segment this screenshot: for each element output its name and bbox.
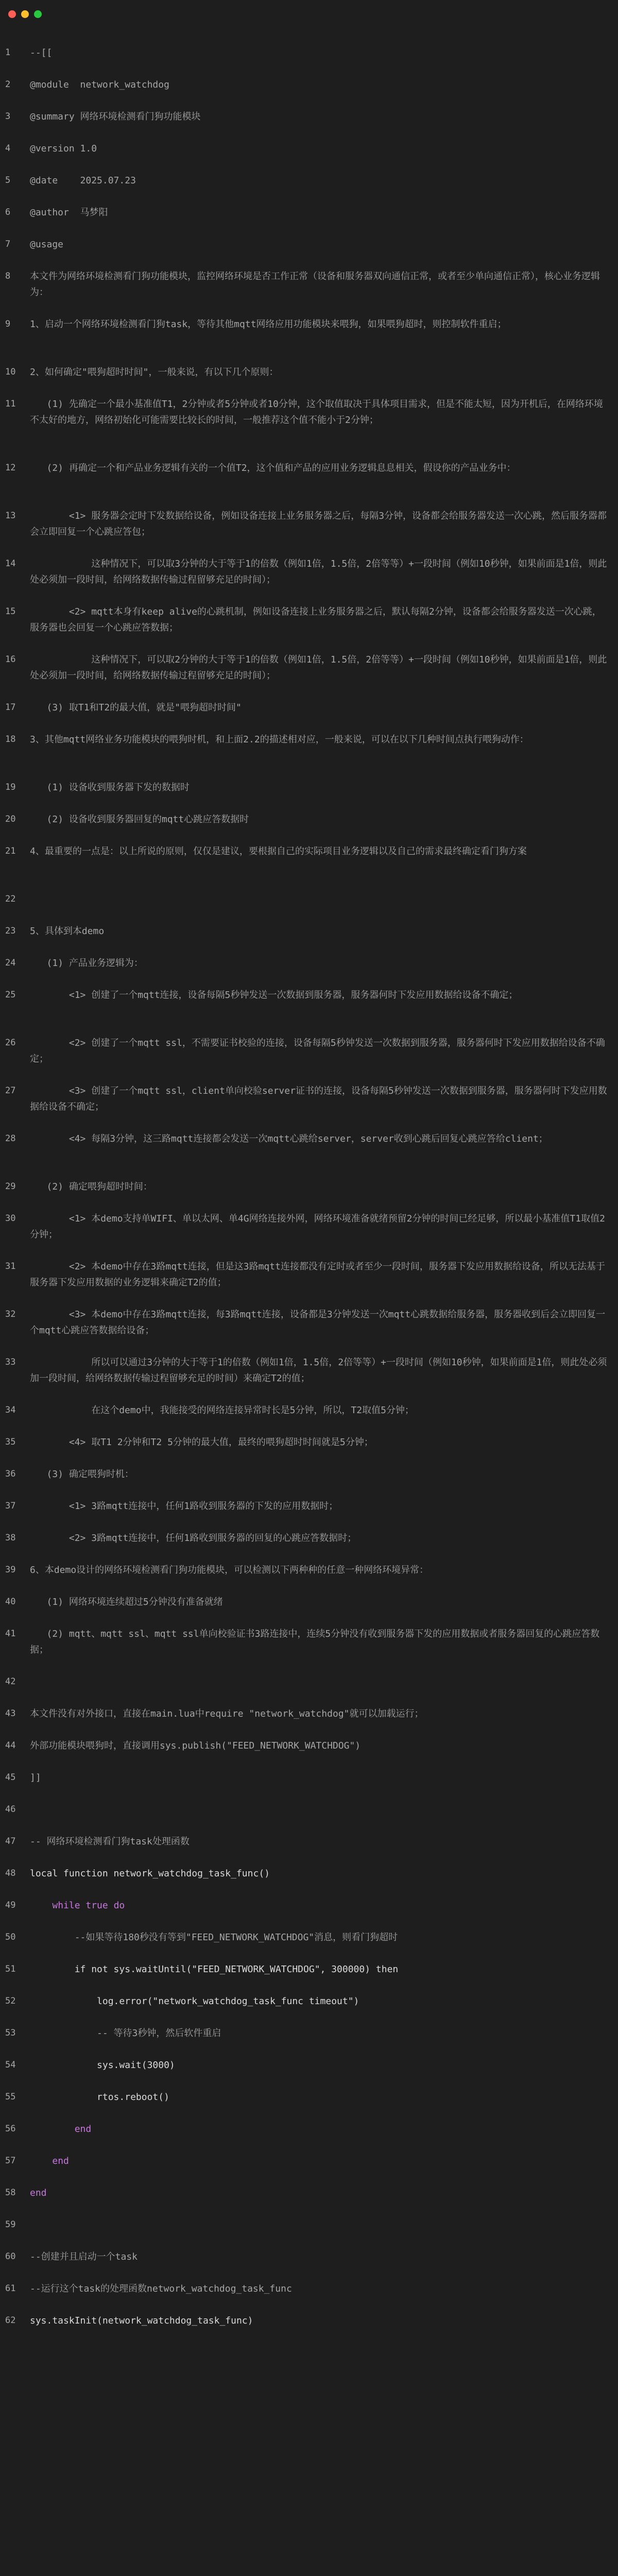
line-number: 43 [5,1708,16,1719]
code-line [0,1736,618,1768]
code-text: sys.wait(3000) [30,2060,175,2071]
line-number: 41 [5,1629,16,1639]
code-line [0,235,618,267]
code-text: -- 网络环境检测看门狗task处理函数 [30,1836,190,1847]
code-text: --[[ [30,47,53,58]
line-number: 49 [5,1900,16,1910]
code-text: 3、其他mqtt网络业务功能模块的喂狗时机，和上面2.2的描述相对应，一般来说，可以在以下几种时间点执行喂狗动作： [30,734,529,745]
code-line [0,75,618,107]
line-number: 48 [5,1868,16,1878]
line-number: 16 [5,654,16,665]
code-text: 4、最重要的一点是：以上所说的原则，仅仅是建议，要根据自己的实际项目业务逻辑以及自己的需求最终确定看门狗方案 [30,846,527,857]
code-line [0,1529,618,1561]
line-number: 15 [5,606,16,617]
code-line [0,395,618,459]
code-line [0,203,618,235]
line-number: 14 [5,558,16,569]
line-number: 60 [5,2251,16,2262]
code-line [0,778,618,810]
code-text: <2> 创建了一个mqtt ssl，不需要证书校验的连接，设备每隔5秒钟发送一次数据到服务器，服务器何时下发应用数据给设备不确定； [30,1038,605,1064]
code-text: --创建并且启动一个task [30,2251,138,2262]
code-text: 5、具体到本demo [30,926,105,937]
line-number: 9 [5,319,11,329]
code-line [0,267,618,315]
code-text: 本文件没有对外接口，直接在main.lua中require "network_watchdog"就可以加载运行； [30,1708,424,1719]
code-text: (3) 确定喂狗时机： [30,1469,134,1480]
code-text: 在这个demo中，我能接受的网络连接异常时长是5分钟，所以，T2取值5分钟； [30,1405,414,1416]
code-line [0,2151,618,2183]
code-line [0,698,618,730]
line-number: 21 [5,846,16,856]
line-number: 20 [5,814,16,824]
code-line [0,506,618,554]
code-text: log.error("network_watchdog_task_func timeout") [30,1996,359,2007]
code-line [0,107,618,139]
line-number: 57 [5,2156,16,2166]
code-text: <3> 本demo中存在3路mqtt连接，每3路mqtt连接，设备都是3分钟发送一次mqtt心跳数据给服务器，服务器收到后会立即回复一个mqtt心跳应答数据给设备； [30,1309,606,1336]
line-number: 23 [5,926,16,936]
code-line [0,922,618,954]
line-number: 11 [5,399,16,409]
line-number: 17 [5,702,16,713]
code-line [0,1305,618,1353]
code-line [0,1209,618,1257]
line-number: 25 [5,990,16,1000]
line-number: 10 [5,367,16,377]
code-line [0,1592,618,1624]
line-number: 55 [5,2092,16,2102]
code-text: <2> 3路mqtt连接中，任何1路收到服务器的回复的心跳应答数据时； [30,1533,357,1544]
code-text: 这种情况下，可以取3分钟的大于等于1的倍数（例如1倍，1.5倍，2倍等等）+一段时间（例如10秒钟，如果前面是1倍，则此处必须加一段时间，给网络数据传输过程留够充足的时间）； [30,558,607,585]
code-line [0,890,618,922]
line-number: 53 [5,2028,16,2038]
code-line [0,2311,618,2343]
code-text: (1) 设备收到服务器下发的数据时 [30,782,190,793]
code-line [0,363,618,395]
line-number: 18 [5,734,16,744]
code-text: (2) 设备收到服务器回复的mqtt心跳应答数据时 [30,814,249,825]
line-number: 26 [5,1038,16,1048]
line-number: 3 [5,111,11,122]
code-text: -- 等待3秒钟，然后软件重启 [30,2028,221,2039]
code-text: 6、本demo设计的网络环境检测看门狗功能模块，可以检测以下两种种的任意一种网络环境异常： [30,1565,429,1575]
code-line [0,43,618,75]
line-number: 40 [5,1597,16,1607]
line-number: 8 [5,271,11,281]
window-titlebar [0,0,618,36]
code-text: end [30,2156,69,2166]
code-text: 本文件为网络环境检测看门狗功能模块，监控网络环境是否工作正常（设备和服务器双向通信正常，或者至少单向通信正常），核心业务逻辑为： [30,271,600,298]
code-text: <1> 服务器会定时下发数据给设备，例如设备连接上业务服务器之后，每隔3分钟，设备都会给服务器发送一次心跳，然后服务器都会立即回复一个心跳应答包； [30,511,607,537]
code-line [0,1768,618,1800]
code-line [0,2279,618,2311]
line-number: 13 [5,511,16,521]
code-text: (2) mqtt、mqtt ssl、mqtt ssl单向校验证书3路连接中，连续5分钟没有收到服务器下发的应用数据或者服务器回复的心跳应答数据； [30,1629,600,1655]
code-text: <2> mqtt本身有keep alive的心跳机制，例如设备连接上业务服务器之后，默认每隔2分钟，设备都会给服务器发送一次心跳，服务器也会回复一个心跳应答数据； [30,606,602,633]
code-line [0,459,618,506]
line-number: 33 [5,1357,16,1367]
code-line [0,1992,618,2024]
line-number: 12 [5,463,16,473]
code-line [0,1704,618,1736]
line-number: 1 [5,47,11,58]
code-text: <4> 每隔3分钟，这三路mqtt连接都会发送一次mqtt心跳给server，server收到心跳后回复心跳应答给client； [30,1133,548,1144]
code-text: <2> 本demo中存在3路mqtt连接，但是这3路mqtt连接都没有定时或者至少一段时间，服务器下发应用数据给设备，所以无法基于服务器下发应用数据的业务逻辑来确定T2的值； [30,1261,605,1288]
code-text: while true do [30,1900,125,1911]
code-line [0,2183,618,2215]
code-text: <1> 本demo支持单WIFI、单以太网、单4G网络连接外网，网络环境准备就绪预留2分钟的时间已经足够，所以最小基准值T1取值2分钟； [30,1213,605,1240]
code-line [0,650,618,698]
code-line [0,1033,618,1081]
line-number: 50 [5,1932,16,1942]
line-number: 7 [5,239,11,249]
code-line [0,1672,618,1704]
code-text: (2) 再确定一个和产品业务逻辑有关的一个值T2，这个值和产品的应用业务逻辑息息相关，假设你的产品业务中： [30,463,516,473]
code-line [0,2024,618,2056]
line-number: 38 [5,1533,16,1543]
line-number: 34 [5,1405,16,1415]
line-number: 29 [5,1181,16,1192]
line-number: 61 [5,2283,16,2294]
code-text: <1> 3路mqtt连接中，任何1路收到服务器的下发的应用数据时； [30,1501,338,1512]
line-number: 42 [5,1676,16,1687]
line-number: 19 [5,782,16,792]
code-line [0,2120,618,2151]
line-number: 47 [5,1836,16,1846]
line-number: 51 [5,1964,16,1974]
code-text: sys.taskInit(network_watchdog_task_func) [30,2315,253,2326]
line-number: 4 [5,143,11,154]
code-text: @version 1.0 [30,143,97,154]
line-number: 52 [5,1996,16,2006]
code-line [0,730,618,778]
line-number: 5 [5,175,11,185]
code-line [0,954,618,986]
line-number: 30 [5,1213,16,1224]
line-number: 22 [5,894,16,904]
code-text: <4> 取T1 2分钟和T2 5分钟的最大值，最终的喂狗超时时间就是5分钟； [30,1437,373,1448]
code-line [0,2247,618,2279]
code-text: @module network_watchdog [30,79,169,90]
code-line [0,315,618,363]
code-text: @date 2025.07.23 [30,175,136,186]
line-number: 27 [5,1086,16,1096]
code-text: (3) 取T1和T2的最大值，就是"喂狗超时时间" [30,702,242,713]
code-text: 外部功能模块喂狗时，直接调用sys.publish("FEED_NETWORK_WATCHDOG") [30,1740,361,1751]
code-text: 2、如何确定"喂狗超时时间"，一般来说，有以下几个原则： [30,367,279,378]
code-text: --如果等待180秒没有等到"FEED_NETWORK_WATCHDOG"消息，则看门狗超时 [30,1932,398,1943]
code-text: local function network_watchdog_task_func() [30,1868,270,1879]
code-line [0,171,618,203]
code-line [0,1257,618,1305]
line-number: 46 [5,1804,16,1815]
code-text: 1、启动一个网络环境检测看门狗task，等待其他mqtt网络应用功能模块来喂狗，如果喂狗超时，则控制软件重启； [30,319,507,330]
code-line [0,554,618,602]
code-text: <1> 创建了一个mqtt连接，设备每隔5秒钟发送一次数据到服务器，服务器何时下发应用数据给设备不确定； [30,990,518,1001]
line-number: 58 [5,2188,16,2198]
code-text: end [30,2124,92,2134]
line-number: 2 [5,79,11,90]
code-block [0,43,618,2343]
code-text: (2) 确定喂狗超时时间： [30,1181,152,1192]
code-text: end [30,2188,47,2198]
code-line [0,2215,618,2247]
code-line [0,1800,618,1832]
code-line [0,602,618,650]
code-line [0,1896,618,1928]
line-number: 62 [5,2315,16,2326]
code-text: 这种情况下，可以取2分钟的大于等于1的倍数（例如1倍，1.5倍，2倍等等）+一段时间（例如10秒钟，如果前面是1倍，则此处必须加一段时间，给网络数据传输过程留够充足的时间）； [30,654,607,681]
line-number: 31 [5,1261,16,1272]
code-text: if not sys.waitUntil("FEED_NETWORK_WATCHDOG", 300000) then [30,1964,399,1975]
code-line [0,1465,618,1497]
code-line [0,1928,618,1960]
line-number: 44 [5,1740,16,1751]
code-line [0,1561,618,1592]
code-text: --运行这个task的处理函数network_watchdog_task_func [30,2283,292,2294]
line-number: 59 [5,2219,16,2230]
code-line [0,1177,618,1209]
code-line [0,1353,618,1401]
line-number: 37 [5,1501,16,1511]
code-line [0,1624,618,1672]
maximize-dot-icon[interactable] [34,10,42,18]
code-line [0,1433,618,1465]
code-line [0,1401,618,1433]
code-text: (1) 先确定一个最小基准值T1，2分钟或者5分钟或者10分钟，这个取值取决于具体项目需求，但是不能太短，因为开机后，在网络环境不太好的地方，网络初始化可能需要比较长的时间，一般推荐这个值不能小于2分钟； [30,399,603,426]
code-line [0,139,618,171]
code-text: @usage [30,239,64,250]
line-number: 56 [5,2124,16,2134]
code-text: (1) 网络环境连续超过5分钟没有准备就绪 [30,1597,223,1607]
line-number: 32 [5,1309,16,1319]
code-line [0,1497,618,1529]
line-number: 24 [5,958,16,968]
code-line [0,842,618,890]
code-line [0,1129,618,1177]
line-number: 6 [5,207,11,217]
code-text: @author 马梦阳 [30,207,108,218]
line-number: 45 [5,1772,16,1783]
line-number: 39 [5,1565,16,1575]
code-line [0,986,618,1033]
code-line [0,1832,618,1864]
code-line [0,1960,618,1992]
code-line [0,1864,618,1896]
close-dot-icon[interactable] [8,10,16,18]
code-text: 所以可以通过3分钟的大于等于1的倍数（例如1倍，1.5倍，2倍等等）+一段时间（例如10秒钟，如果前面是1倍，则此处必须加一段时间，给网络数据传输过程留够充足的时间）来确定T2的值； [30,1357,607,1384]
line-number: 35 [5,1437,16,1447]
minimize-dot-icon[interactable] [21,10,29,18]
code-line [0,2088,618,2120]
code-text: ]] [30,1772,41,1783]
code-line [0,2056,618,2088]
line-number: 28 [5,1133,16,1144]
line-number: 54 [5,2060,16,2070]
code-text: @summary 网络环境检测看门狗功能模块 [30,111,201,122]
code-text: rtos.reboot() [30,2092,169,2103]
line-number: 36 [5,1469,16,1479]
code-text: <3> 创建了一个mqtt ssl，client单向校验server证书的连接，设备每隔5秒钟发送一次数据到服务器，服务器何时下发应用数据给设备不确定； [30,1086,607,1112]
code-line [0,810,618,842]
code-line [0,1081,618,1129]
code-text: (1) 产品业务逻辑为： [30,958,143,969]
